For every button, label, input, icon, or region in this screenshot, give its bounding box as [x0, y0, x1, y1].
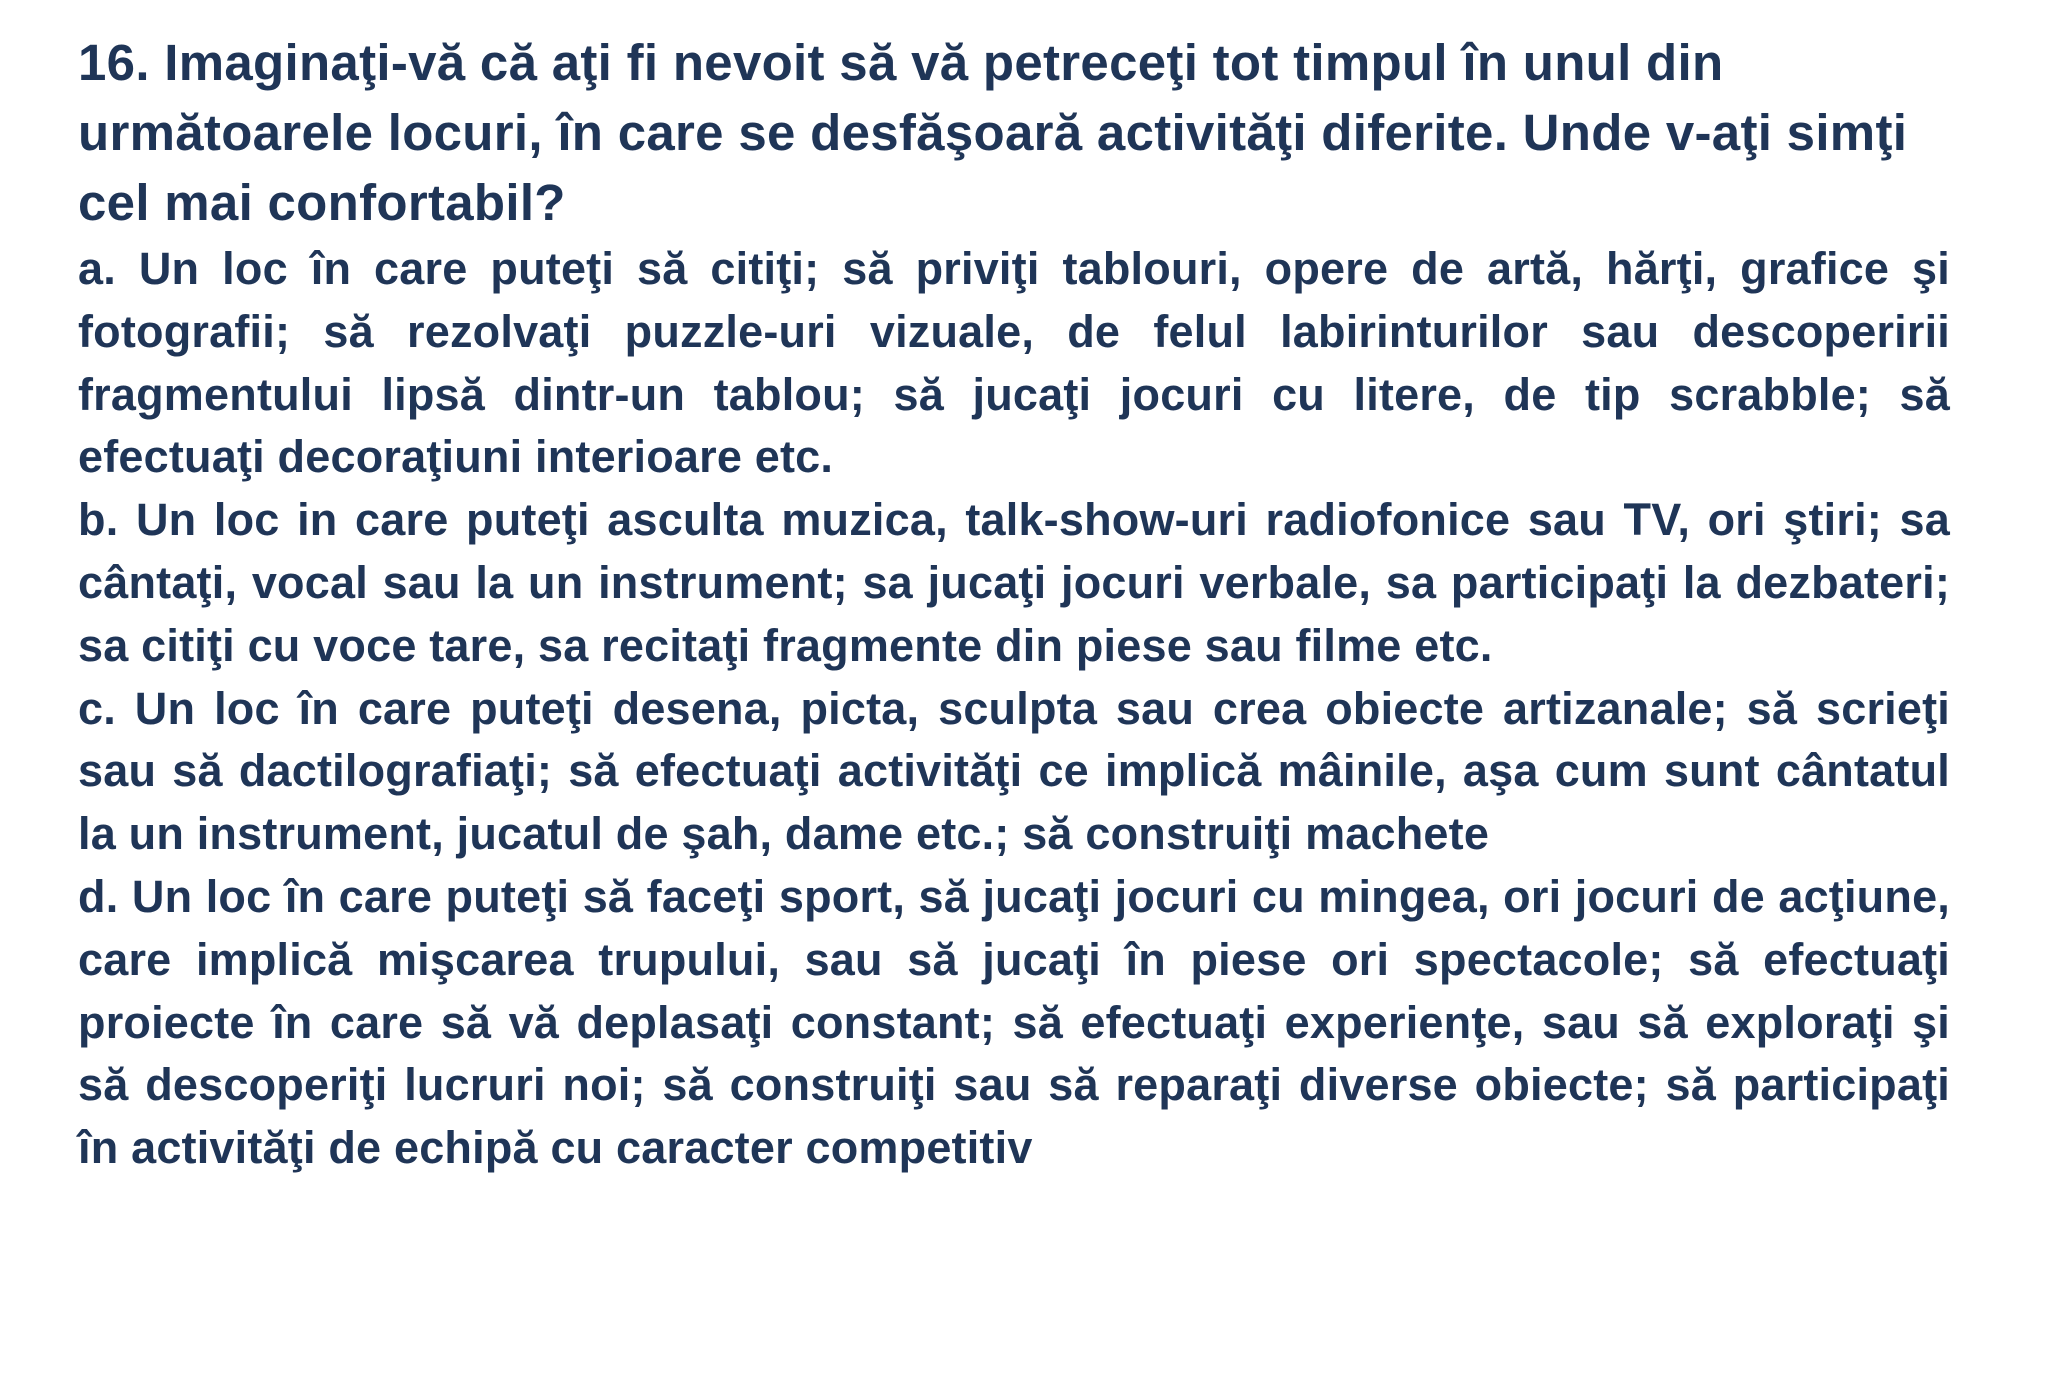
option-b: b. Un loc in care puteţi asculta muzica, talk-show-uri radiofonice sau TV, ori ştiri; sa cântaţi, vocal sau la un instrument; sa jucaţi jocuri verbale, sa participaţi la dezbateri; sa citiţi cu voce tare, sa recitaţi fragmente din piese sau filme etc. — [78, 494, 1950, 671]
slide-content — [78, 28, 1950, 1180]
option-d: d. Un loc în care puteţi să faceţi sport, să jucaţi jocuri cu mingea, ori jocuri de acţiune, care implică mişcarea trupului, sau să jucaţi în piese ori spectacole; să efectuaţi proiecte în care să vă deplasaţi constant; să efectuaţi experienţe, sau să exploraţi şi să descoperiţi lucruri noi; să construiţi sau să reparaţi diverse obiecte; să participaţi în activităţi de echipă cu caracter competitiv — [78, 870, 1950, 1174]
option-a: a. Un loc în care puteţi să citiţi; să priviţi tablouri, opere de artă, hărţi, grafice şi fotografii; să rezolvaţi puzzle-uri vizuale, de felul labirinturilor sau descoperirii fragmentului lipsă dintr-un tablou; să jucaţi jocuri cu litere, de tip scrabble; să efectuaţi decoraţiuni interioare etc. — [78, 243, 1950, 483]
option-c: c. Un loc în care puteţi desena, picta, sculpta sau crea obiecte artizanale; să scrieţi sau să dactilografiaţi; să efectuaţi activităţi ce implică mâinile, aşa cum sunt cântatul la un instrument, jucatul de şah, dame etc.; să construiţi machete — [78, 682, 1950, 860]
question-text: 16. Imaginaţi-vă că aţi fi nevoit să vă petreceţi tot timpul în unul din următoarele locuri, în care se desfăşoară activităţi diferite. Unde v-aţi simţi cel mai confortabil? — [78, 34, 1908, 231]
